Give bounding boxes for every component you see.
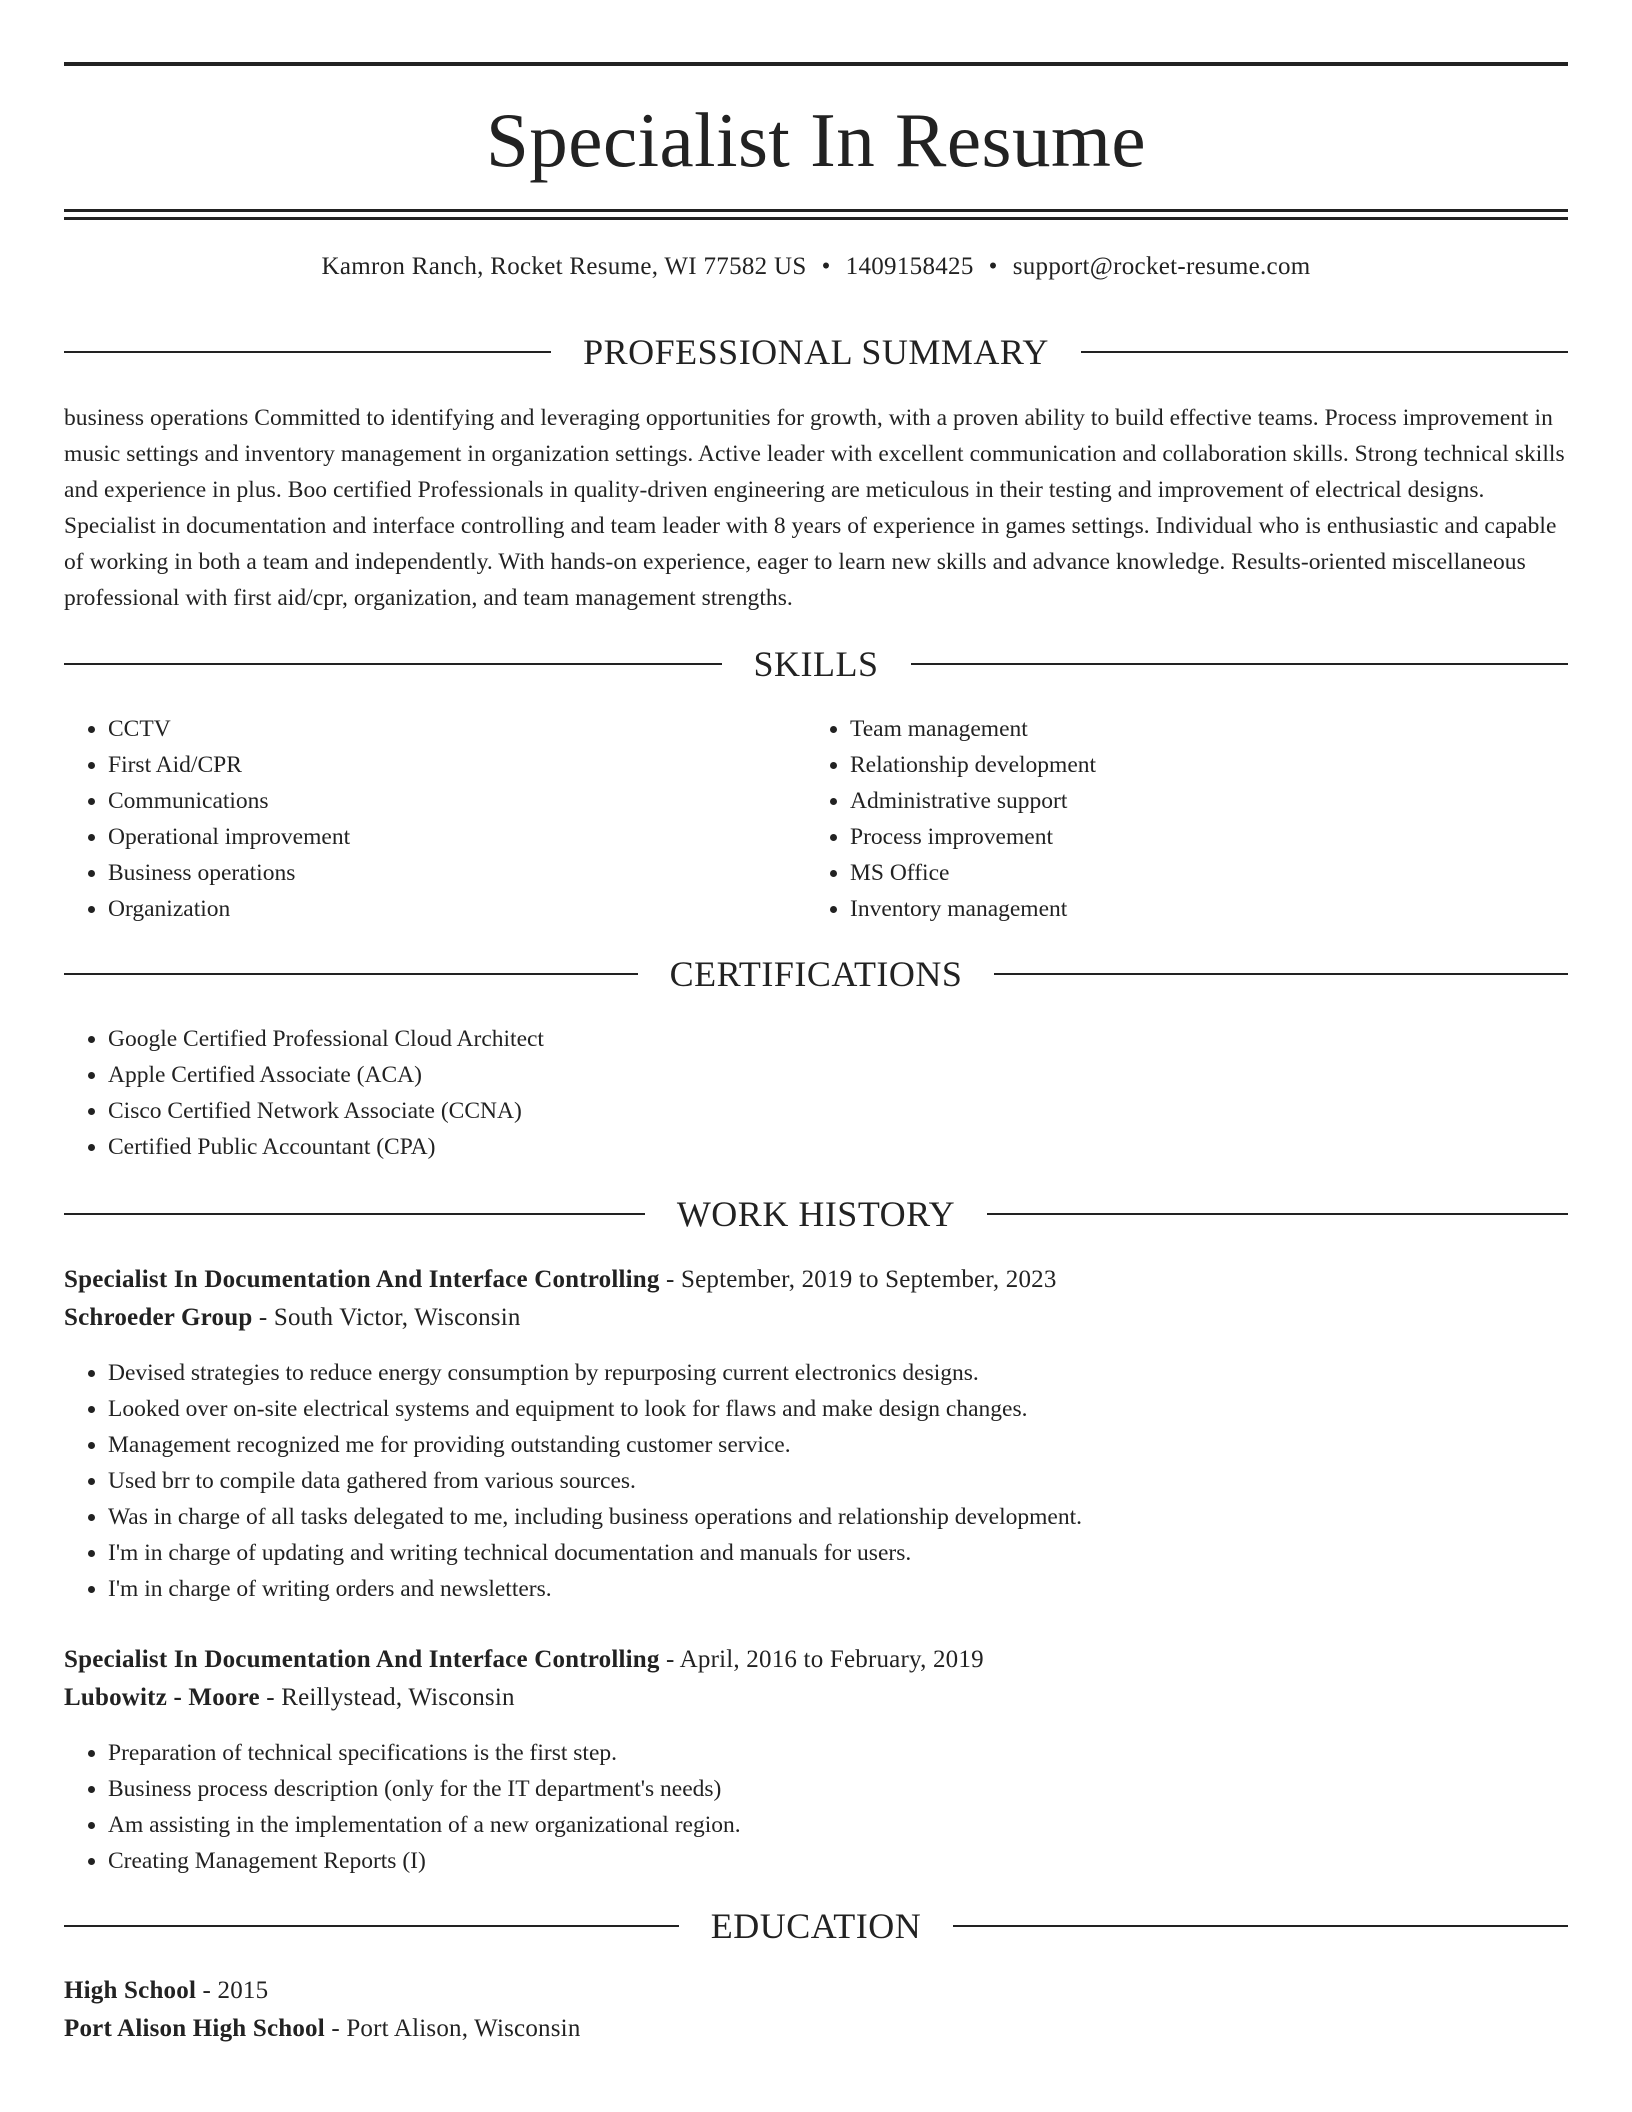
job-bullets: [64, 1355, 1568, 1607]
section-rule-left: [64, 663, 722, 665]
job-bullet: • Was in charge of all tasks delegated to me, including business operations and relationship development.: [108, 1499, 1568, 1535]
job-entry: [64, 1261, 1568, 1337]
summary-section-header: [64, 334, 1568, 370]
contact-phone: 1409158425: [845, 253, 974, 280]
job-company-line: [64, 1299, 1568, 1337]
summary-text: business operations Committed to identifying and leveraging opportunities for growth, with a proven ability to build effective teams. Process improvement in music settings and inventory management in organization settings. Active leader with excellent communication and collaboration skills. Strong technical skills and experience in plus. Boo certified Professionals in quality-driven engineering are meticulous in their testing and improvement of electrical designs. Specialist in documentation and interface controlling and team leader with 8 years of experience in games settings. Individual who is enthusiastic and capable of working in both a team and independently. With hands-on experience, eager to learn new skills and advance knowledge. Results-oriented miscellaneous professional with first aid/cpr, organization, and team management strengths.: [64, 405, 1565, 611]
contact-address: Kamron Ranch, Rocket Resume, WI 77582 US: [321, 253, 807, 280]
section-rule-left: [64, 1213, 645, 1215]
job-title-line: [64, 1261, 1568, 1299]
contact-line: [64, 253, 1568, 281]
job-title-line: [64, 1641, 1568, 1679]
job-company: Lubowitz - Moore: [64, 1684, 260, 1711]
job-bullets: [64, 1735, 1568, 1879]
job-bullet: • Creating Management Reports (I): [108, 1843, 1568, 1879]
header-top-rule: [64, 62, 1568, 66]
skills-column-right: [806, 711, 1548, 927]
work-section-header: [64, 1196, 1568, 1232]
resume-header: [64, 62, 1568, 281]
education-school: Port Alison High School: [64, 2015, 325, 2042]
job-bullet: • I'm in charge of updating and writing technical documentation and manuals for users.: [108, 1535, 1568, 1571]
skill-item: • Communications: [108, 783, 806, 819]
skill-item: • Process improvement: [850, 819, 1548, 855]
section-heading-summary: PROFESSIONAL SUMMARY: [583, 332, 1049, 372]
skill-item: • Administrative support: [850, 783, 1548, 819]
education-degree-line: [64, 1972, 1568, 2010]
skill-item: • Relationship development: [850, 747, 1548, 783]
job-bullet: • Business process description (only for the IT department's needs): [108, 1771, 1568, 1807]
section-rule-right: [987, 1213, 1568, 1215]
certification-item: • Cisco Certified Network Associate (CCNA): [108, 1093, 1568, 1129]
job-entry: [64, 1641, 1568, 1717]
job-bullet: • Devised strategies to reduce energy consumption by repurposing current electronics designs.: [108, 1355, 1568, 1391]
certification-item: • Google Certified Professional Cloud Architect: [108, 1021, 1568, 1057]
section-heading-certifications: CERTIFICATIONS: [669, 954, 963, 994]
job-bullet: • Am assisting in the implementation of a new organizational region.: [108, 1807, 1568, 1843]
education-degree: High School: [64, 1977, 197, 2004]
education-year: - 2015: [196, 1977, 269, 2004]
job-title: Specialist In Documentation And Interface Controlling: [64, 1266, 660, 1293]
job-dates: - April, 2016 to February, 2019: [659, 1646, 984, 1673]
certifications-section: [64, 1021, 1568, 1165]
section-rule-left: [64, 1925, 679, 1927]
skill-item: • Organization: [108, 891, 806, 927]
section-rule-right: [1081, 351, 1568, 353]
job-bullet: • Used brr to compile data gathered from various sources.: [108, 1463, 1568, 1499]
section-rule-right: [994, 973, 1568, 975]
skill-item: • Operational improvement: [108, 819, 806, 855]
skill-item: • Inventory management: [850, 891, 1548, 927]
skill-item: • First Aid/CPR: [108, 747, 806, 783]
skill-item: • Business operations: [108, 855, 806, 891]
job-location: - South Victor, Wisconsin: [252, 1304, 521, 1331]
job-dates: - September, 2019 to September, 2023: [659, 1266, 1057, 1293]
skills-column-left: [64, 711, 806, 927]
section-heading-education: EDUCATION: [710, 1906, 922, 1946]
resume-title: Specialist In Resume: [485, 97, 1147, 183]
contact-separator: •: [821, 253, 831, 280]
job-company: Schroeder Group: [64, 1304, 253, 1331]
job-bullet: • I'm in charge of writing orders and newsletters.: [108, 1571, 1568, 1607]
skill-item: • Team management: [850, 711, 1548, 747]
section-rule-right: [953, 1925, 1568, 1927]
certification-item: • Certified Public Accountant (CPA): [108, 1129, 1568, 1165]
job-bullet: • Looked over on-site electrical systems and equipment to look for flaws and make design changes.: [108, 1391, 1568, 1427]
certifications-section-header: [64, 956, 1568, 992]
summary-section: [64, 400, 1568, 616]
skill-item: • CCTV: [108, 711, 806, 747]
job-location: - Reillystead, Wisconsin: [259, 1684, 515, 1711]
certification-item: • Apple Certified Associate (ACA): [108, 1057, 1568, 1093]
job-title: Specialist In Documentation And Interface Controlling: [64, 1646, 660, 1673]
skills-section: [64, 711, 1568, 927]
section-heading-work: WORK HISTORY: [676, 1194, 956, 1234]
education-school-line: [64, 2010, 1568, 2048]
job-bullet: • Preparation of technical specifications is the first step.: [108, 1735, 1568, 1771]
section-rule-right: [911, 663, 1569, 665]
job-company-line: [64, 1679, 1568, 1717]
section-rule-left: [64, 351, 551, 353]
header-bottom-rule: [64, 209, 1568, 212]
contact-separator: •: [988, 253, 998, 280]
education-section-header: [64, 1908, 1568, 1944]
education-entry: [64, 1972, 1568, 2048]
education-location: - Port Alison, Wisconsin: [324, 2015, 581, 2042]
job-bullet: • Management recognized me for providing outstanding customer service.: [108, 1427, 1568, 1463]
skill-item: • MS Office: [850, 855, 1548, 891]
section-heading-skills: SKILLS: [753, 644, 879, 684]
skills-section-header: [64, 646, 1568, 682]
header-bottom-rule-2: [64, 217, 1568, 220]
section-rule-left: [64, 973, 638, 975]
contact-email: support@rocket-resume.com: [1012, 253, 1311, 280]
